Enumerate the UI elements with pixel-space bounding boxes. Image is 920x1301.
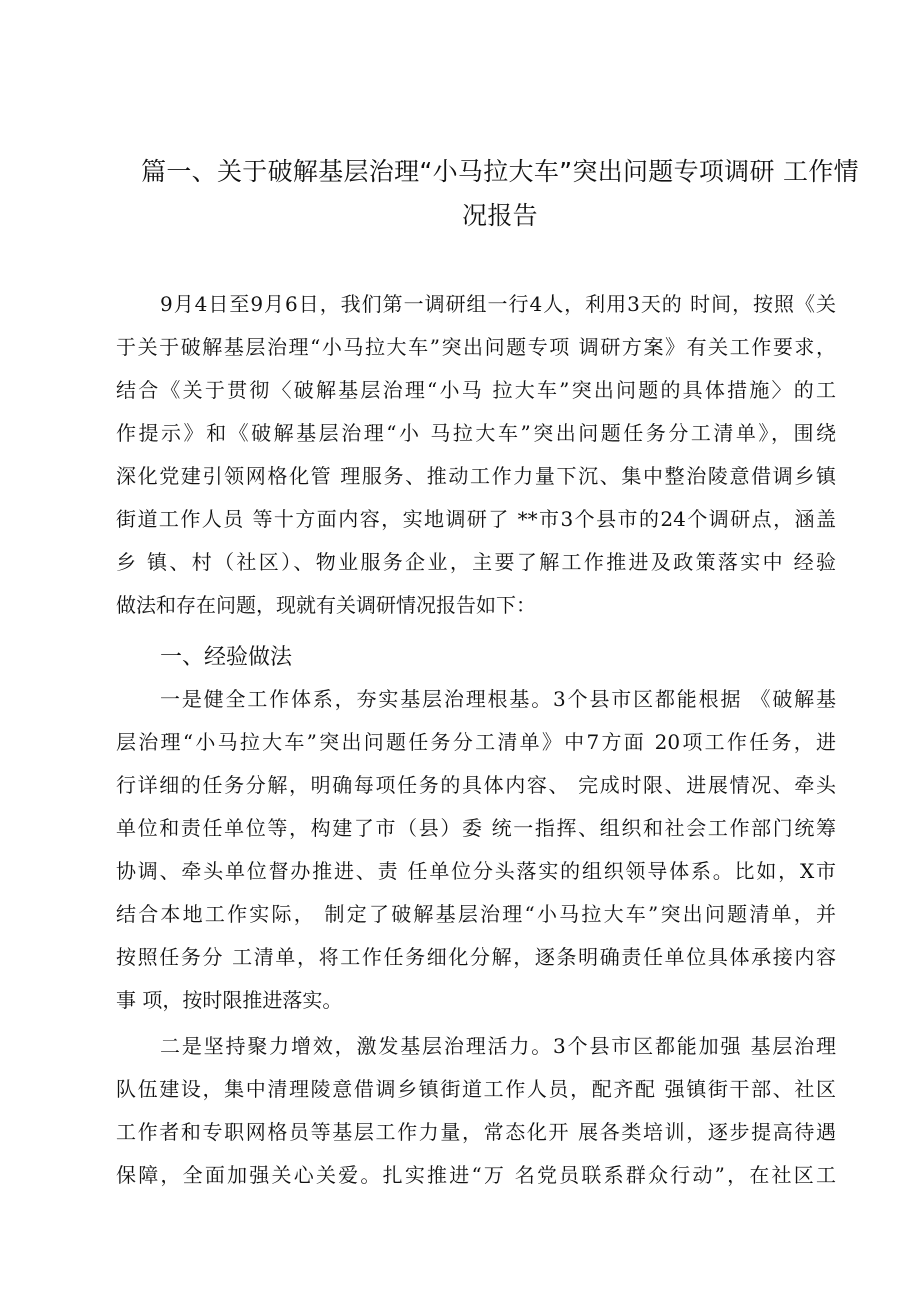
paragraph-line: 单位和责任单位等，构建了市（县）委 统一指挥、组织和社会工作部门统筹: [116, 816, 836, 840]
paragraph-line: 事 项，按时限推进落实。: [116, 988, 343, 1012]
paragraph-line: 工作者和专职网格员等基层工作力量，常态化开 展各类培训，逐步提高待遇: [116, 1120, 836, 1144]
paragraph-line: 二是坚持聚力增效，激发基层治理活力。3个县市区都能加强 基层治理: [160, 1034, 836, 1058]
intro-line: 街道工作人员 等十方面内容，实地调研了 **市3个县市的24个调研点，涵盖: [116, 507, 836, 531]
paragraph-line: 按照任务分 工清单，将工作任务细化分解，逐条明确责任单位具体承接内容: [116, 945, 836, 969]
paragraph-line: 队伍建设，集中清理陵意借调乡镇街道工作人员，配齐配 强镇街干部、社区: [116, 1077, 836, 1101]
paragraph-line: 层治理“小马拉大车”突出问题任务分工清单》中7方面 20项工作任务，进: [116, 730, 836, 754]
document-title: [140, 150, 860, 238]
intro-line: 9月4日至9月6日，我们第一调研组一行4人，利用3天的 时间，按照《关: [160, 292, 836, 316]
title-line: 篇一、关于破解基层治理“小马拉大车”突出问题专项调研 工作情: [141, 157, 859, 186]
paragraph-line: 保障，全面加强关心关爱。扎实推进“万 名党员联系群众行动”，在社区工: [116, 1163, 836, 1187]
paragraph-line: 协调、牵头单位督办推进、责 任单位分头落实的组织领导体系。比如，X市: [116, 859, 836, 883]
intro-line: 于关于破解基层治理“小马拉大车”突出问题专项 调研方案》有关工作要求，: [116, 335, 836, 359]
intro-line: 做法和存在问题，现就有关调研情况报告如下：: [116, 593, 536, 617]
intro-line: 深化党建引领网格化管 理服务、推动工作力量下沉、集中整治陵意借调乡镇: [116, 464, 836, 488]
paragraph-line: 行详细的任务分解，明确每项任务的具体内容、 完成时限、进展情况、牵头: [116, 773, 836, 797]
paragraph-line: 一是健全工作体系，夯实基层治理根基。3个县市区都能根据 《破解基: [160, 687, 836, 711]
title-line: 况报告: [462, 201, 538, 230]
section-heading: 一、经验做法: [160, 645, 293, 670]
intro-line: 乡 镇、村（社区）、物业服务企业，主要了解工作推进及政策落实中 经验: [116, 550, 836, 574]
paragraph-line: 结合本地工作实际， 制定了破解基层治理“小马拉大车”突出问题清单，并: [116, 902, 836, 926]
intro-line: 结合《关于贯彻〈破解基层治理“小马 拉大车”突出问题的具体措施〉的工: [116, 378, 836, 402]
intro-line: 作提示》和《破解基层治理“小 马拉大车”突出问题任务分工清单》，围绕: [116, 421, 836, 445]
